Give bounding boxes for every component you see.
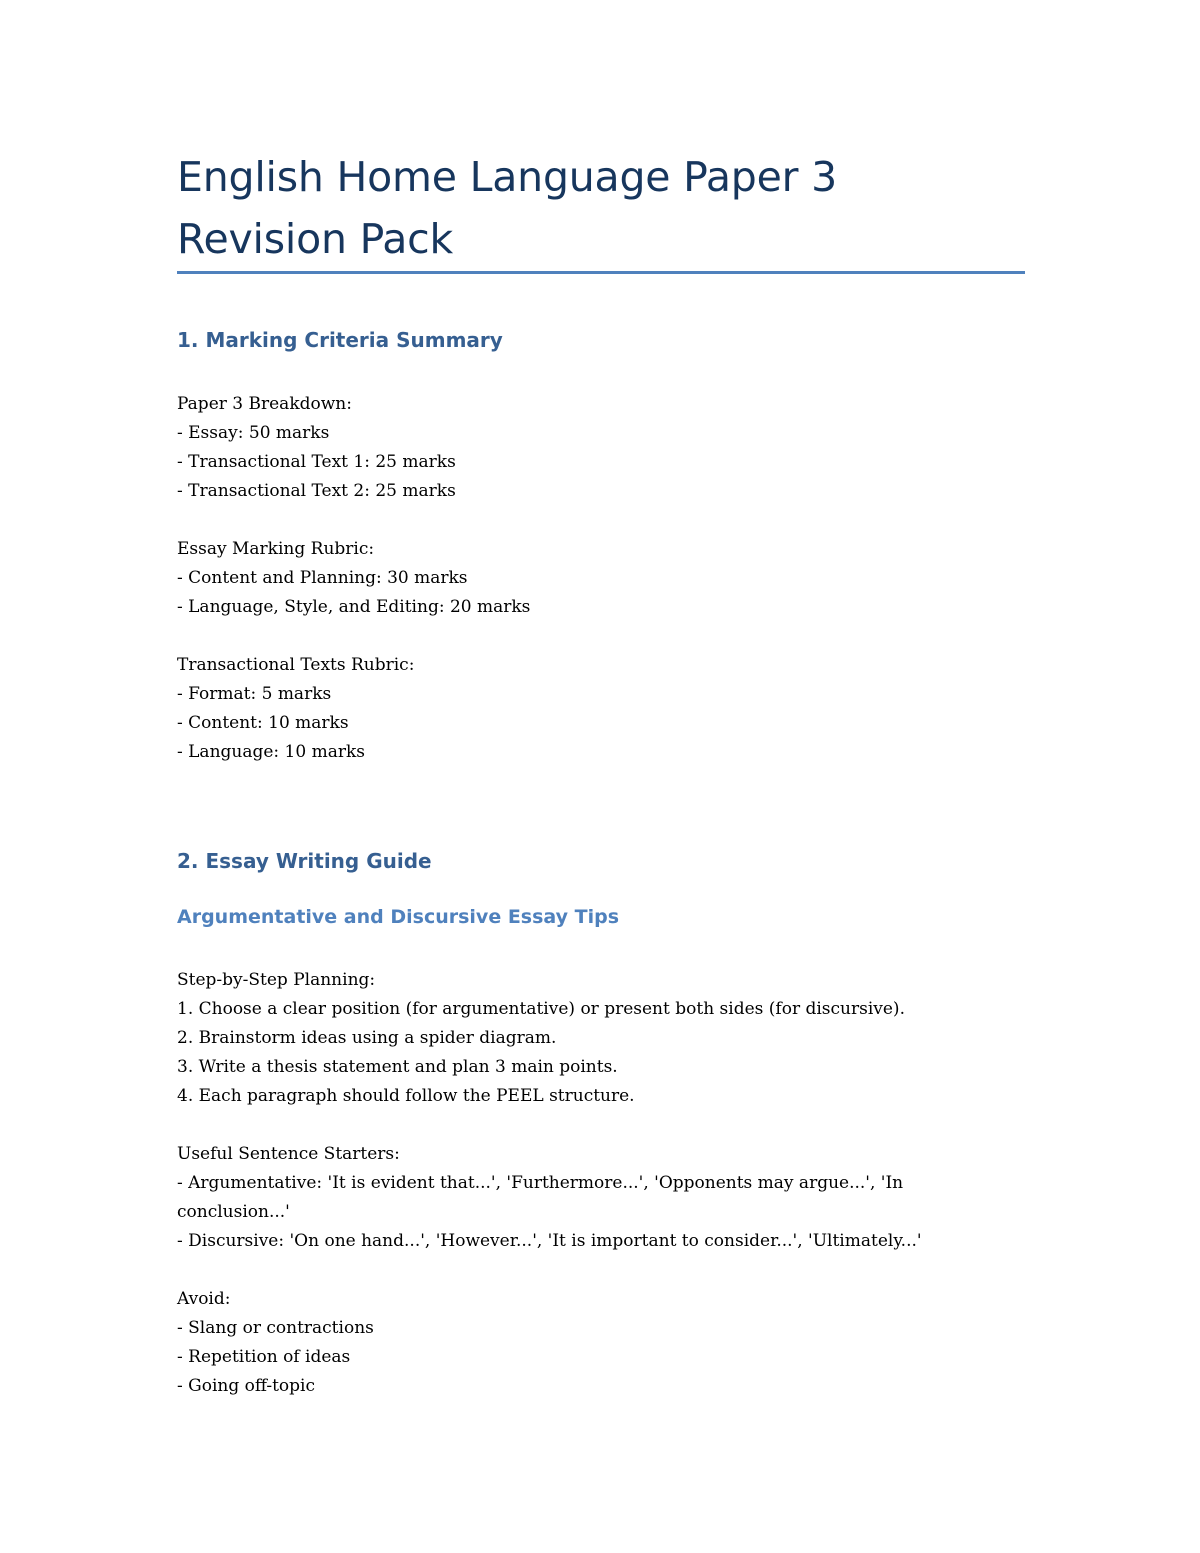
planning-label: Step-by-Step Planning: [177, 970, 376, 990]
list-item: 2. Brainstorm ideas using a spider diagram. [177, 1028, 557, 1048]
essay-rubric-label: Essay Marking Rubric: [177, 539, 375, 559]
list-item: - Discursive: 'On one hand...', 'However...', 'It is important to consider...', 'Ultimately...' [177, 1231, 922, 1251]
list-item: - Content and Planning: 30 marks [177, 568, 468, 588]
essay-tips-subheading: Argumentative and Discursive Essay Tips [177, 906, 620, 928]
list-item: - Language: 10 marks [177, 742, 366, 762]
list-item: - Transactional Text 2: 25 marks [177, 481, 456, 501]
document-title [177, 146, 1025, 270]
section-1-heading: 1. Marking Criteria Summary [177, 328, 503, 352]
paper-breakdown-label: Paper 3 Breakdown: [177, 394, 352, 414]
list-item: - Language, Style, and Editing: 20 marks [177, 597, 531, 617]
document-title-line-1: English Home Language Paper 3 [177, 153, 837, 201]
list-item: - Going off-topic [177, 1376, 315, 1396]
transactional-rubric-label: Transactional Texts Rubric: [177, 655, 415, 675]
list-item: 4. Each paragraph should follow the PEEL structure. [177, 1086, 635, 1106]
paper-breakdown-block [177, 390, 1025, 506]
avoid-block [177, 1285, 1025, 1401]
sentence-starters-label: Useful Sentence Starters: [177, 1144, 400, 1164]
sentence-starters-block [177, 1140, 1025, 1256]
transactional-rubric-block [177, 651, 1025, 767]
section-2-heading: 2. Essay Writing Guide [177, 849, 432, 873]
list-item: - Essay: 50 marks [177, 423, 330, 443]
list-item: - Content: 10 marks [177, 713, 349, 733]
list-item: - Transactional Text 1: 25 marks [177, 452, 456, 472]
list-item: - Argumentative: 'It is evident that...', 'Furthermore...', 'Opponents may argue...', 'In conclusion...' [177, 1173, 904, 1222]
list-item: - Format: 5 marks [177, 684, 332, 704]
list-item: 3. Write a thesis statement and plan 3 main points. [177, 1057, 618, 1077]
avoid-label: Avoid: [177, 1289, 231, 1309]
document-title-line-2: Revision Pack [177, 215, 454, 263]
list-item: - Slang or contractions [177, 1318, 374, 1338]
planning-steps-block [177, 966, 1025, 1111]
essay-rubric-block [177, 535, 1025, 622]
list-item: - Repetition of ideas [177, 1347, 351, 1367]
title-underline-rule [177, 271, 1025, 274]
list-item: 1. Choose a clear position (for argumentative) or present both sides (for discursive). [177, 999, 905, 1019]
